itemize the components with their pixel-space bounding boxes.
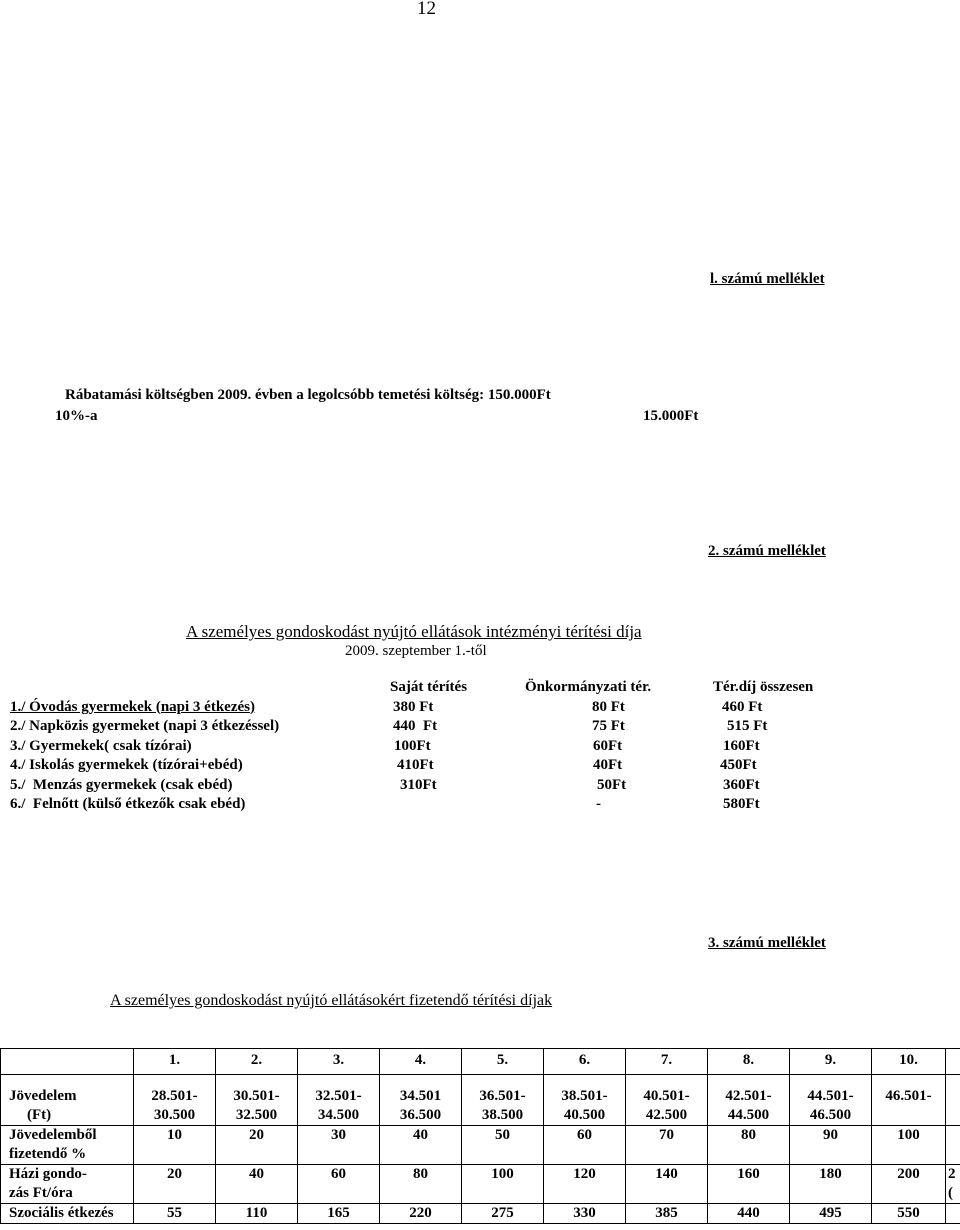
column-header: 5. bbox=[462, 1049, 544, 1075]
row-total: 515 Ft bbox=[727, 718, 768, 734]
table-cell: 80 bbox=[708, 1126, 790, 1165]
table-cell: 30.501- 32.500 bbox=[216, 1075, 298, 1126]
row-municipal: 80 Ft bbox=[592, 698, 625, 715]
table-cell: 110 bbox=[216, 1204, 298, 1224]
table-cell: 40 bbox=[216, 1165, 298, 1204]
table-cell: 275 bbox=[462, 1204, 544, 1224]
home-care-label: Házi gondo- bbox=[9, 1166, 87, 1182]
row-total: 450Ft bbox=[720, 757, 757, 773]
row-municipal: - bbox=[596, 796, 601, 812]
header-municipal: Önkormányzati tér. bbox=[525, 679, 652, 695]
column-header: 10. bbox=[872, 1049, 946, 1075]
column-header: 9. bbox=[790, 1049, 872, 1075]
list-item bbox=[10, 699, 830, 719]
row-label: 2./ Napközis gyermeket (napi 3 étkezéssel) bbox=[10, 718, 280, 734]
column-header: 3. bbox=[298, 1049, 380, 1075]
column-header: 6. bbox=[544, 1049, 626, 1075]
table-cell: 60 bbox=[544, 1126, 626, 1165]
funeral-cost-text: Rábatamási költségben 2009. évben a legolcsóbb temetési költség: 150.000Ft bbox=[65, 387, 551, 403]
row-label: 3./ Gyermekek( csak tízórai) bbox=[10, 737, 192, 754]
table-cell: 40 bbox=[380, 1126, 462, 1165]
table-cell: 200 bbox=[872, 1165, 946, 1204]
table-cell: 46.501- bbox=[872, 1075, 946, 1126]
row-own: 410Ft bbox=[397, 757, 434, 773]
column-header: 7. bbox=[626, 1049, 708, 1075]
row-label: 5./ Menzás gyermekek (csak ebéd) bbox=[10, 776, 233, 793]
table-cell: 36.501- 38.500 bbox=[462, 1075, 544, 1126]
table-cell: 140 bbox=[626, 1165, 708, 1204]
income-label: Jövedelem bbox=[9, 1088, 77, 1104]
fee-table bbox=[0, 1048, 960, 1224]
row-municipal: 75 Ft bbox=[592, 718, 625, 734]
table-cell: 160 bbox=[708, 1165, 790, 1204]
table-cell: 120 bbox=[544, 1165, 626, 1204]
column-header: 2. bbox=[216, 1049, 298, 1075]
row-own: 310Ft bbox=[400, 776, 437, 793]
table-cell-overflow: 2 ( bbox=[946, 1165, 960, 1204]
list-item bbox=[10, 738, 830, 758]
table-cell: 34.501 36.500 bbox=[380, 1075, 462, 1126]
table-header-row bbox=[1, 1049, 960, 1075]
table-row bbox=[1, 1126, 960, 1165]
row-municipal: 60Ft bbox=[593, 737, 623, 754]
table-cell: 40.501- 42.500 bbox=[626, 1075, 708, 1126]
row-total: 360Ft bbox=[723, 776, 760, 793]
table-cell: 44.501- 46.500 bbox=[790, 1075, 872, 1126]
table-cell: 100 bbox=[872, 1126, 946, 1165]
table-cell: 38.501- 40.500 bbox=[544, 1075, 626, 1126]
meals-label: Szociális étkezés bbox=[1, 1204, 134, 1224]
fee-list-header bbox=[10, 679, 830, 699]
table-cell: 50 bbox=[462, 1126, 544, 1165]
row-label: 4./ Iskolás gyermekek (tízórai+ebéd) bbox=[10, 757, 243, 773]
column-header: 8. bbox=[708, 1049, 790, 1075]
page-number: 12 bbox=[417, 0, 436, 19]
list-item bbox=[10, 796, 830, 816]
percent-label-2: fizetendő % bbox=[9, 1146, 87, 1162]
annex-1-label: l. számú melléklet bbox=[710, 271, 825, 287]
table-cell: 495 bbox=[790, 1204, 872, 1224]
table-cell: 30 bbox=[298, 1126, 380, 1165]
row-municipal: 50Ft bbox=[597, 776, 627, 793]
home-care-label-2: zás Ft/óra bbox=[9, 1185, 73, 1201]
table-cell: 220 bbox=[380, 1204, 462, 1224]
annex-2-title: A személyes gondoskodást nyújtó ellátások intézményi térítési díja bbox=[186, 622, 642, 641]
row-total: 580Ft bbox=[723, 796, 760, 812]
row-own: 380 Ft bbox=[393, 698, 434, 715]
header-own-fee: Saját térítés bbox=[390, 679, 468, 695]
percent-text: 10%-a bbox=[55, 408, 98, 424]
column-header: 4. bbox=[380, 1049, 462, 1075]
income-unit: (Ft) bbox=[27, 1107, 52, 1123]
list-item bbox=[10, 757, 830, 777]
annex-3-title: A személyes gondoskodást nyújtó ellátásokért fizetendő térítési díjak bbox=[110, 992, 553, 1009]
row-total: 160Ft bbox=[723, 737, 760, 754]
table-cell: 20 bbox=[134, 1165, 216, 1204]
table-cell: 20 bbox=[216, 1126, 298, 1165]
table-cell: 385 bbox=[626, 1204, 708, 1224]
column-header: 1. bbox=[134, 1049, 216, 1075]
row-label: 6./ Felnőtt (külső étkezők csak ebéd) bbox=[10, 796, 246, 812]
table-cell: 60 bbox=[298, 1165, 380, 1204]
table-cell: 28.501- 30.500 bbox=[134, 1075, 216, 1126]
annex-2-subtitle: 2009. szeptember 1.-től bbox=[345, 643, 487, 659]
table-cell: 550 bbox=[872, 1204, 946, 1224]
table-cell: 70 bbox=[626, 1126, 708, 1165]
header-total: Tér.díj összesen bbox=[713, 679, 814, 695]
fee-list bbox=[10, 679, 830, 816]
table-cell: 10 bbox=[134, 1126, 216, 1165]
table-cell: 42.501- 44.500 bbox=[708, 1075, 790, 1126]
table-row bbox=[1, 1075, 960, 1126]
table-cell: 80 bbox=[380, 1165, 462, 1204]
table-cell: 330 bbox=[544, 1204, 626, 1224]
row-own: 440 Ft bbox=[393, 718, 438, 734]
table-row bbox=[1, 1204, 960, 1224]
table-cell: 90 bbox=[790, 1126, 872, 1165]
table-cell: 180 bbox=[790, 1165, 872, 1204]
percent-label: Jövedelemből bbox=[9, 1127, 97, 1143]
table-row bbox=[1, 1165, 960, 1204]
row-total: 460 Ft bbox=[722, 698, 763, 715]
table-cell: 440 bbox=[708, 1204, 790, 1224]
table-cell: 165 bbox=[298, 1204, 380, 1224]
table-cell: 55 bbox=[134, 1204, 216, 1224]
fee-amount: 15.000Ft bbox=[643, 408, 699, 424]
row-own: 100Ft bbox=[394, 737, 431, 754]
row-municipal: 40Ft bbox=[593, 757, 623, 773]
list-item bbox=[10, 718, 830, 738]
annex-3-label: 3. számú melléklet bbox=[708, 935, 826, 951]
table-cell: 32.501- 34.500 bbox=[298, 1075, 380, 1126]
table-cell: 100 bbox=[462, 1165, 544, 1204]
annex-2-label: 2. számú melléklet bbox=[708, 543, 826, 559]
row-label: 1./ Óvodás gyermekek (napi 3 étkezés) bbox=[10, 698, 255, 715]
list-item bbox=[10, 777, 830, 797]
